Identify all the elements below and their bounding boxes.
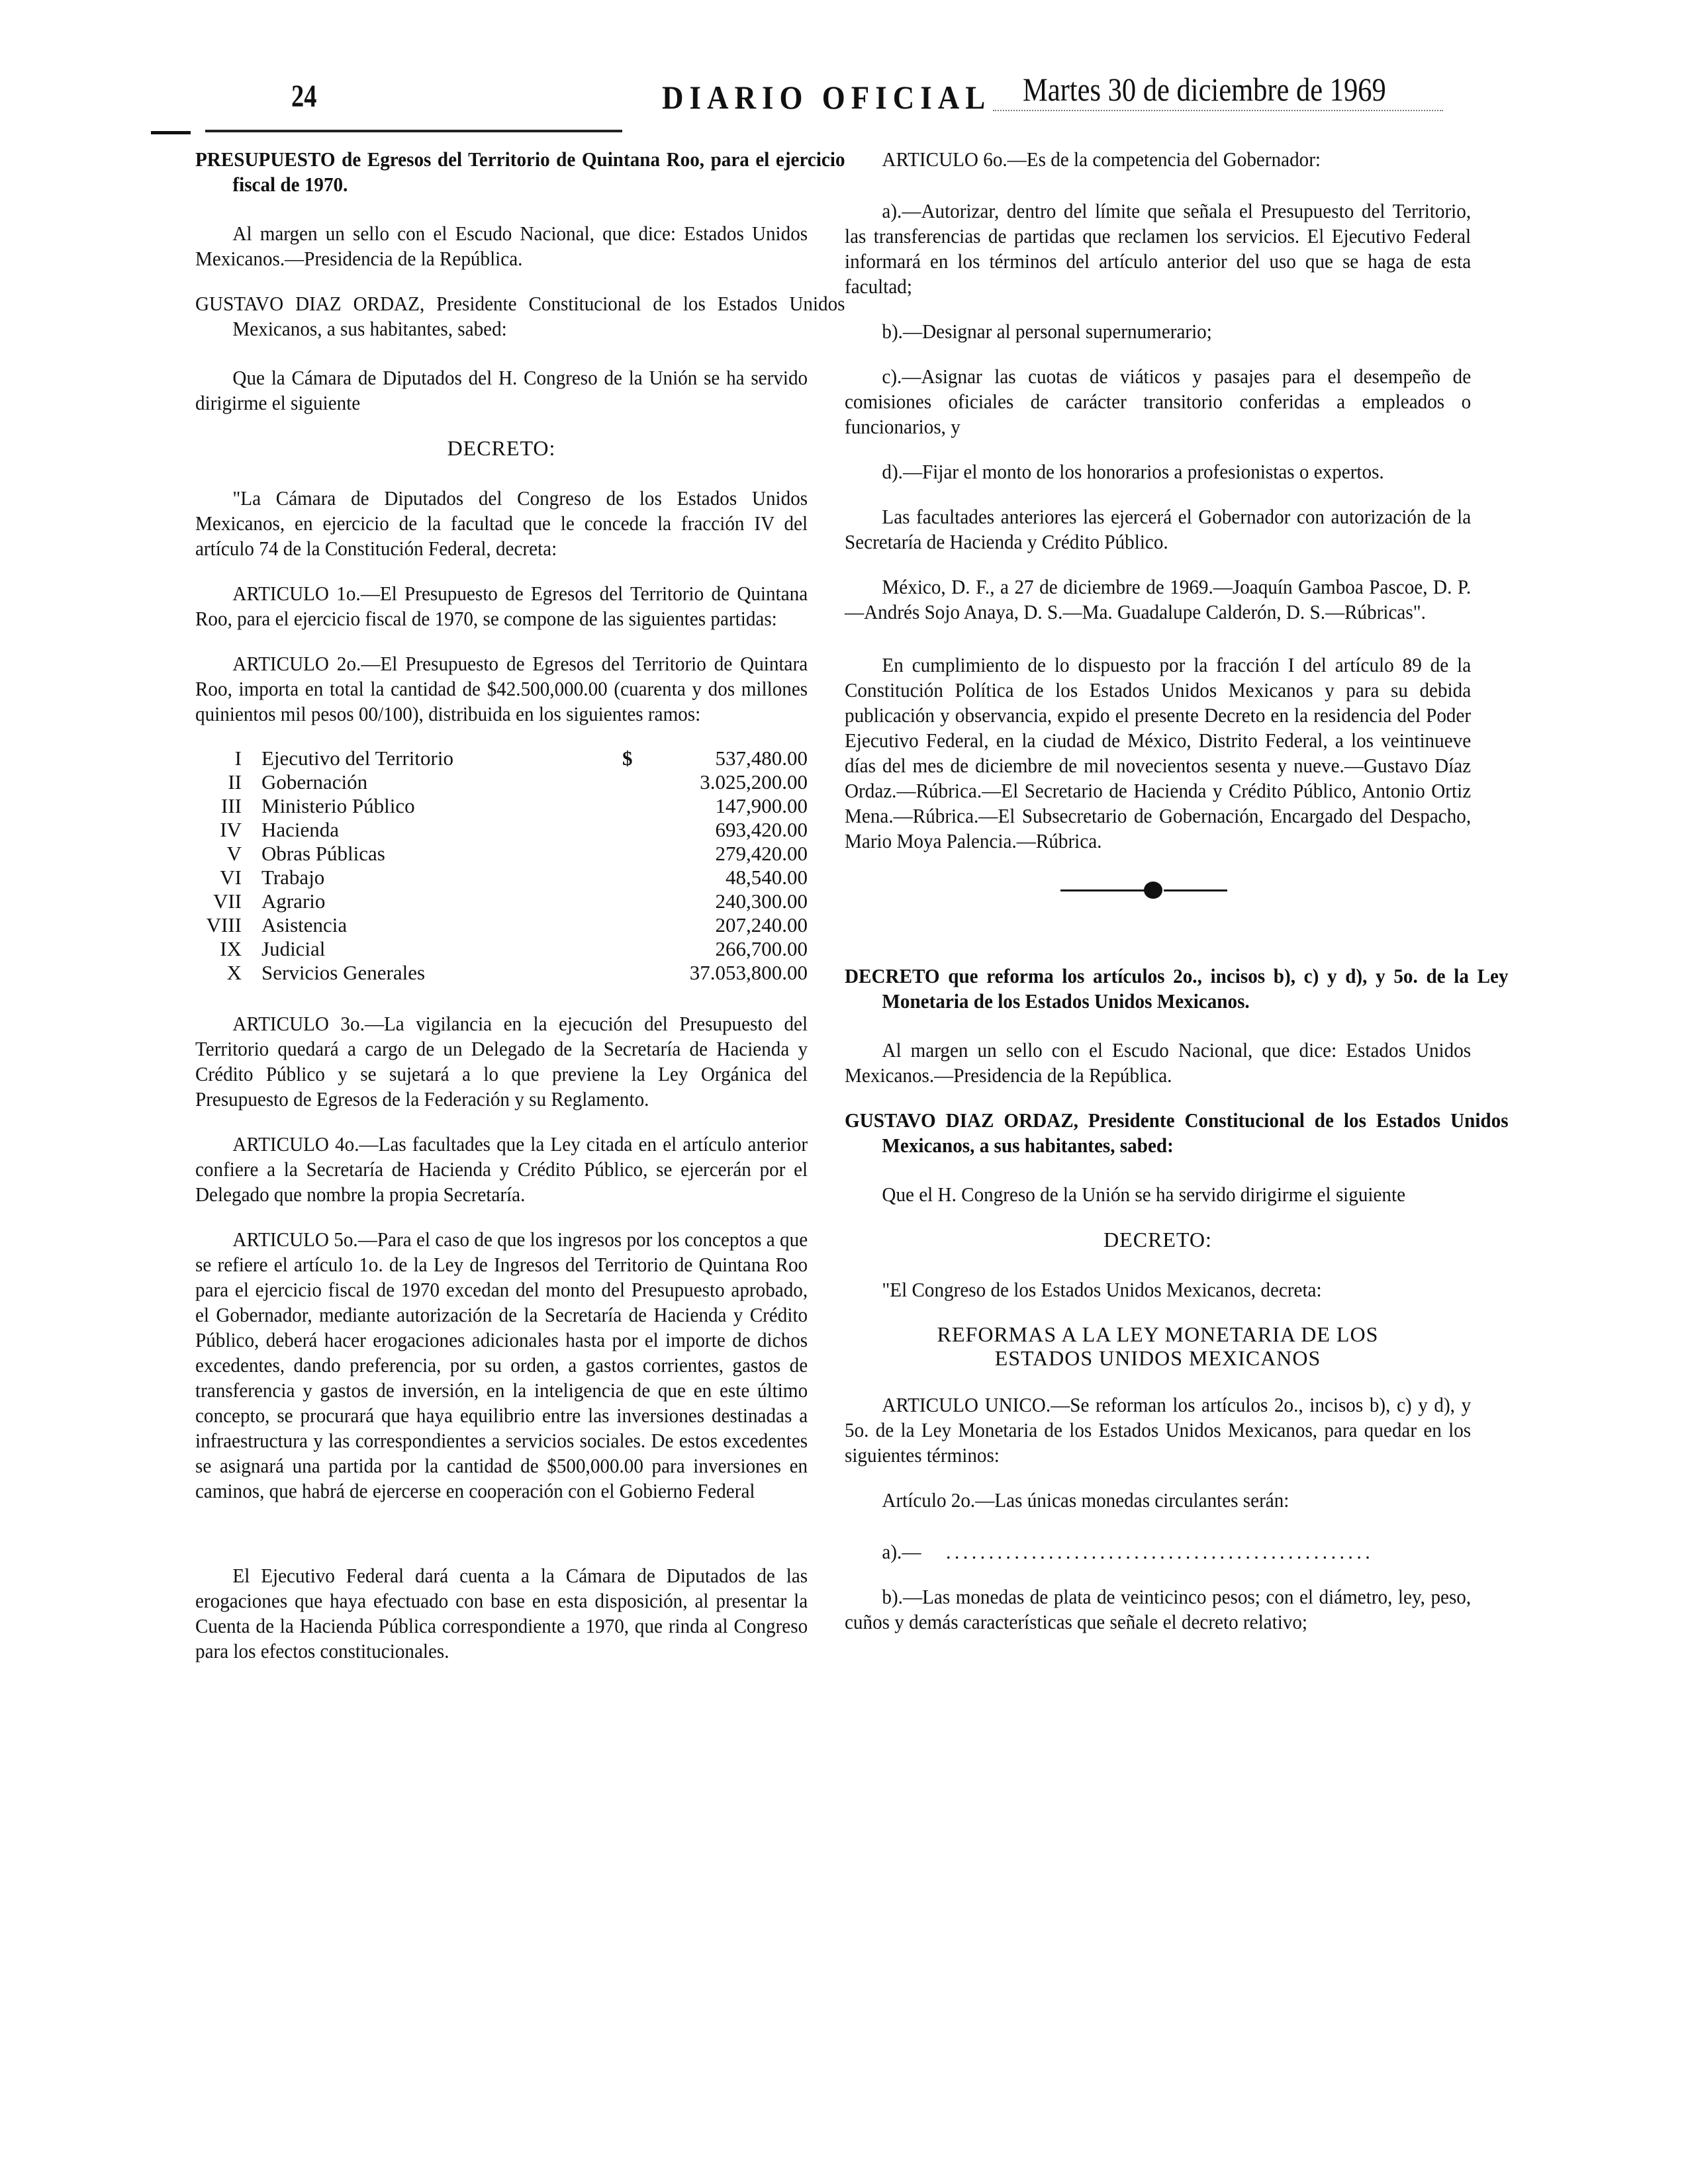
ramo-name: Judicial <box>261 937 326 960</box>
table-row <box>195 747 808 770</box>
masthead: DIARIO OFICIAL <box>662 79 992 116</box>
reformas-heading <box>845 1322 1471 1370</box>
spacer <box>195 1524 808 1563</box>
ramo-amount: 147,900.00 <box>715 794 808 817</box>
ramo-number: II <box>228 770 242 794</box>
ramo-name: Obras Públicas <box>261 842 385 865</box>
monetaria-inciso-b: b).—Las monedas de plata de veinticinco pesos; con el diámetro, ley, peso, cuños y demás características que señale el decreto relativo; <box>845 1585 1472 1633</box>
ramo-name: Ejecutivo del Territorio <box>261 747 453 770</box>
right-column <box>845 147 1509 1655</box>
inciso-a-label: a).— <box>882 1540 921 1563</box>
table-row <box>195 794 808 818</box>
promulgation-paragraph: En cumplimiento de lo dispuesto por la fracción I del artículo 89 de la Constitución Política de los Estados Unidos Mexicanos y para su debida publicación y observancia, expido el presente Decreto en la residencia del Poder Ejecutivo Federal, en la ciudad de México, Distrito Federal, a los veintinueve días del mes de diciembre de mil novecientos sesenta y nueve.—Gustavo Díaz Ordaz.—Rúbrica.—El Secretario de Hacienda y Crédito Público, Antonio Ortiz Mena.—Rúbrica.—El Subsecretario de Gobernación, Encargado del Despacho, Mario Moya Palencia.—Rúbrica. <box>845 653 1472 852</box>
congress-paragraph: Que la Cámara de Diputados del H. Congreso de la Unión se ha servido dirigirme el siguiente <box>195 366 808 414</box>
table-row <box>195 961 808 985</box>
articulo-2: ARTICULO 2o.—El Presupuesto de Egresos del Territorio de Quintara Roo, importa en total la cantidad de $42.500,000.00 (cuarenta y dos millones quinientos mil pesos 00/100), distribuida en los siguientes ramos: <box>195 652 808 725</box>
signatures-paragraph: México, D. F., a 27 de diciembre de 1969.—Joaquín Gamboa Pascoe, D. P.—Andrés Sojo Anaya, D. S.—Ma. Guadalupe Calderón, D. S.—Rúbricas". <box>845 575 1472 623</box>
left-column <box>195 147 845 1684</box>
ramo-amount: 240,300.00 <box>715 889 808 913</box>
reformas-heading-line2: ESTADOS UNIDOS MEXICANOS <box>994 1346 1321 1370</box>
ramo-amount: 537,480.00 <box>715 747 808 770</box>
ejecutivo-paragraph: El Ejecutivo Federal dará cuenta a la Cámara de Diputados de las erogaciones que haya efectuado con base en esta disposición, al presentar la Cuenta de la Hacienda Pública correspondiente a 1970, que rinda al Congreso para los efectos constitucionales. <box>195 1564 808 1662</box>
header-rule-long <box>205 130 622 132</box>
ornament-icon <box>1144 882 1162 899</box>
ramo-number: VIII <box>206 913 242 936</box>
page-number: 24 <box>291 79 317 114</box>
table-row <box>195 913 808 937</box>
table-row <box>195 866 808 889</box>
facultades-paragraph: Las facultades anteriores las ejercerá el Gobernador con autorización de la Secretaría de Hacienda y Crédito Público. <box>845 505 1472 553</box>
ramo-name: Servicios Generales <box>261 961 426 984</box>
issue-date: Martes 30 de diciembre de 1969 <box>1023 71 1386 108</box>
table-row <box>195 818 808 842</box>
decreto-intro: "La Cámara de Diputados del Congreso de los Estados Unidos Mexicanos, en ejercicio de la facultad que le concede la fracción IV del artículo 74 de la Constitución Federal, decreta: <box>195 486 808 560</box>
ramo-name: Asistencia <box>261 913 348 936</box>
decreto-heading-2: DECRETO: <box>1103 1228 1212 1251</box>
page-header <box>0 66 1688 152</box>
inciso-d: d).—Fijar el monto de los honorarios a profesionistas o expertos. <box>882 460 1384 483</box>
ramo-amount: 693,420.00 <box>715 818 808 841</box>
currency-symbol: $ <box>622 747 633 770</box>
ramo-number: IV <box>220 818 242 841</box>
articulo-6: ARTICULO 6o.—Es de la competencia del Gobernador: <box>882 148 1321 171</box>
table-row <box>195 937 808 961</box>
ramo-amount: 279,420.00 <box>715 842 808 865</box>
ellipsis-dots: .................................................. <box>946 1540 1374 1563</box>
monetaria-inciso-a <box>845 1539 1471 1565</box>
articulo-unico: ARTICULO UNICO.—Se reforman los artículos 2o., incisos b), c) y d), y 5o. de la Ley Monetaria de los Estados Unidos Mexicanos, para quedar en los siguientes términos: <box>845 1393 1472 1467</box>
congress-paragraph-2: Que el H. Congreso de la Unión se ha servido dirigirme el siguiente <box>882 1183 1406 1206</box>
decreto-heading: DECRETO: <box>447 436 556 460</box>
separator-line-left <box>1060 889 1147 891</box>
table-row <box>195 842 808 866</box>
table-row <box>195 889 808 913</box>
ramo-name: Agrario <box>261 889 326 913</box>
ramo-number: IX <box>220 937 242 960</box>
president-intro <box>195 291 845 341</box>
ramo-number: VII <box>212 889 242 913</box>
budget-table <box>195 747 808 985</box>
ramo-name: Hacienda <box>261 818 340 841</box>
decreto-intro-2: "El Congreso de los Estados Unidos Mexicanos, decreta: <box>882 1278 1322 1301</box>
ramo-amount: 266,700.00 <box>715 937 808 960</box>
monetary-decree-title: DECRETO que reforma los artículos 2o., incisos b), c) y d), y 5o. de la Ley Monetaria de los Estados Unidos Mexicanos. <box>845 964 1509 1013</box>
inciso-a: a).—Autorizar, dentro del límite que señala el Presupuesto del Territorio, las transferencias de partidas que reclamen los servicios. El Ejecutivo Federal informará en los términos del artículo anterior del uso que se haga de esta facultad; <box>845 199 1472 298</box>
seal-paragraph: Al margen un sello con el Escudo Nacional, que dice: Estados Unidos Mexicanos.—Presidencia de la República. <box>195 222 808 270</box>
president-intro-2: GUSTAVO DIAZ ORDAZ, Presidente Constitucional de los Estados Unidos Mexicanos, a sus habitantes, sabed: <box>845 1109 1509 1157</box>
section-separator <box>845 878 1471 904</box>
ramo-number: V <box>226 842 242 865</box>
ramo-amount: 37.053,800.00 <box>689 961 808 984</box>
inciso-b: b).—Designar al personal supernumerario; <box>882 320 1212 343</box>
ramo-number: X <box>226 961 242 984</box>
ramo-amount: 48,540.00 <box>726 866 808 889</box>
inciso-c: c).—Asignar las cuotas de viáticos y pasajes para el desempeño de comisiones oficiales de carácter transitorio conferidas a empleados o funcionarios, y <box>845 365 1472 438</box>
ramo-name: Gobernación <box>261 770 368 794</box>
articulo-4: ARTICULO 4o.—Las facultades que la Ley citada en el artículo anterior confiere a la Secretaría de Hacienda y Crédito Público, se ejercerán por el Delegado que nombre la propia Secretaría. <box>195 1132 808 1206</box>
articulo-2o-monetaria: Artículo 2o.—Las únicas monedas circulantes serán: <box>882 1488 1289 1512</box>
articulo-1: ARTICULO 1o.—El Presupuesto de Egresos del Territorio de Quintana Roo, para el ejercicio fiscal de 1970, se compone de las siguientes partidas: <box>195 582 808 630</box>
seal-paragraph-2: Al margen un sello con el Escudo Nacional, que dice: Estados Unidos Mexicanos.—Presidencia de la República. <box>845 1038 1472 1087</box>
separator-line-right <box>1164 889 1227 891</box>
president-intro-text: GUSTAVO DIAZ ORDAZ, Presidente Constitucional de los Estados Unidos Mexicanos, a sus habitantes, sabed: <box>195 292 845 340</box>
reformas-heading-line1: REFORMAS A LA LEY MONETARIA DE LOS <box>937 1322 1379 1346</box>
articulo-5: ARTICULO 5o.—Para el caso de que los ingresos por los conceptos a que se refiere el artículo 1o. de la Ley de Ingresos del Territorio de Quintana Roo para el ejercicio fiscal de 1970 excedan del monto del Presupuesto aprobado, el Gobernador, mediante autorización de la Secretaría de Hacienda y Crédito Público, deberá hacer erogaciones adicionales hasta por el importe de dichos excedentes, dando preferencia, por su orden, a gastos corrientes, gastos de transferencia y gastos de inversión, en la inteligencia de que en este último concepto, se procurará que haya equilibrio entre las inversiones destinadas a infraestructura y las correspondientes a servicios sociales. De estos excedentes se asignará una partida por la cantidad de $500,000.00 para inversiones en caminos, que habrá de ejercerse en cooperación con el Gobierno Federal <box>195 1228 808 1502</box>
table-row <box>195 770 808 794</box>
header-dotted-rule <box>993 110 1443 113</box>
ramo-number: III <box>221 794 242 817</box>
ramo-name: Trabajo <box>261 866 325 889</box>
ramo-number: I <box>234 747 242 770</box>
budget-decree-title: PRESUPUESTO de Egresos del Territorio de Quintana Roo, para el ejercicio fiscal de 1970. <box>195 148 845 196</box>
ramo-amount: 3.025,200.00 <box>700 770 808 794</box>
articulo-3: ARTICULO 3o.—La vigilancia en la ejecución del Presupuesto del Territorio quedará a cargo de un Delegado de la Secretaría de Hacienda y Crédito Público y se sujetará a lo que previene la Ley Orgánica del Presupuesto de Egresos de la Federación y su Reglamento. <box>195 1012 808 1111</box>
ramo-number: VI <box>220 866 242 889</box>
header-rule-short <box>151 131 191 134</box>
ramo-amount: 207,240.00 <box>715 913 808 936</box>
ramo-name: Ministerio Público <box>261 794 415 817</box>
